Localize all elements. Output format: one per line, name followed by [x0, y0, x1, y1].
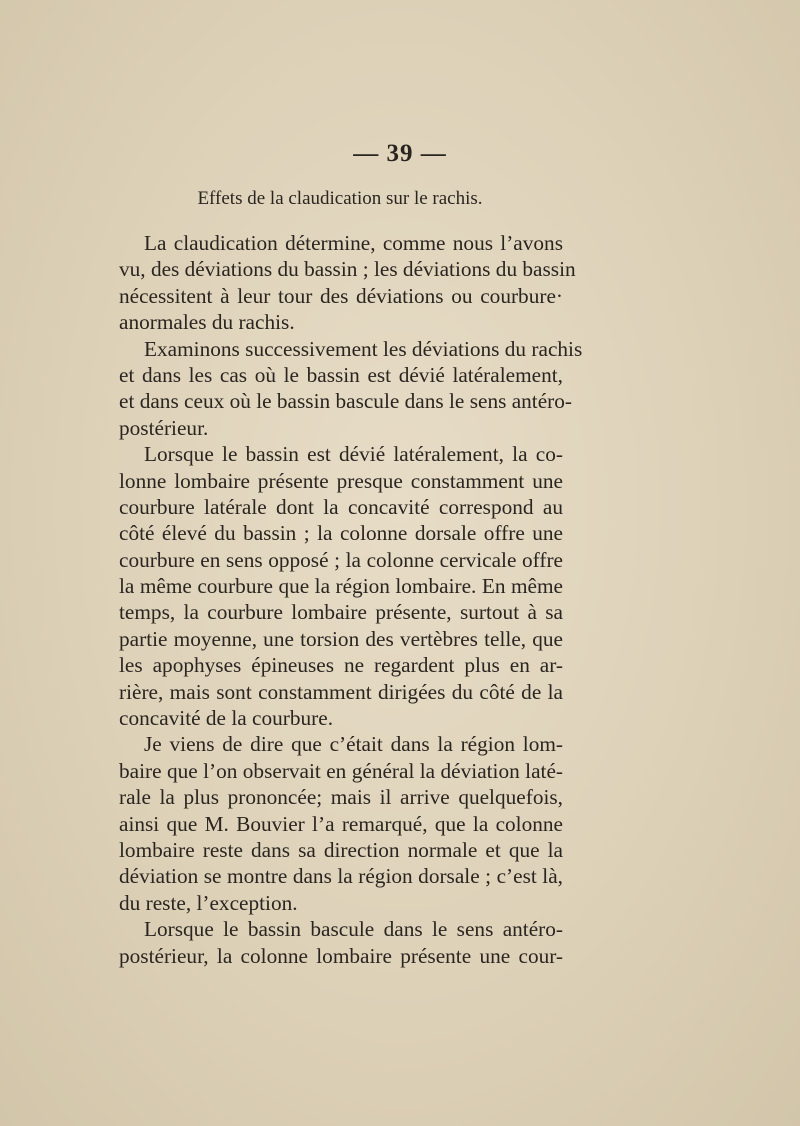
text-line: et dans les cas où le bassin est dévié latéralement,: [119, 362, 563, 387]
text-line: la même courbure que la région lombaire. En même: [119, 574, 563, 599]
body-text: [119, 230, 583, 969]
text-line: courbure latérale dont la concavité correspond au: [119, 494, 563, 519]
text-line: ainsi que M. Bouvier l’a remarqué, que la colonne: [119, 811, 563, 836]
text-line: La claudication détermine, comme nous l’avons: [144, 231, 563, 255]
text-line: anormales du rachis.: [119, 310, 295, 335]
text-line: courbure en sens opposé ; la colonne cervicale offre: [119, 547, 563, 572]
text-line: déviation se montre dans la région dorsale ; c’est là,: [119, 864, 563, 889]
text-line: concavité de la courbure.: [119, 706, 334, 731]
text-line: Lorsque le bassin bascule dans le sens antéro-: [144, 917, 563, 942]
text-line: baire que l’on observait en général la déviation laté-: [119, 758, 563, 783]
section-title-text: Effets de la claudication sur le rachis.: [197, 188, 483, 209]
text-line: postérieur.: [119, 415, 209, 440]
text-line: Je viens de dire que c’était dans la région lom-: [144, 732, 563, 757]
text-line: et dans ceux où le bassin bascule dans le sens antéro-: [119, 389, 573, 414]
text-line: les apophyses épineuses ne regardent plus en ar-: [119, 653, 563, 678]
text-line: postérieur, la colonne lombaire présente une cour-: [119, 943, 563, 968]
text-line: du reste, l’exception.: [119, 890, 298, 915]
text-line: lonne lombaire présente presque constamment une: [119, 468, 563, 493]
text-line: nécessitent à leur tour des déviations ou courbure·: [119, 283, 563, 308]
text-line: Lorsque le bassin est dévié latéralement, la co-: [144, 442, 563, 467]
text-line: côté élevé du bassin ; la colonne dorsale offre une: [119, 521, 563, 546]
text-line: vu, des déviations du bassin ; les déviations du bassin: [119, 257, 576, 282]
section-title: [0, 188, 680, 210]
text-line: Examinons successivement les déviations du rachis: [144, 336, 583, 361]
text-line: partie moyenne, une torsion des vertèbres telle, que: [119, 626, 563, 651]
text-line: lombaire reste dans sa direction normale et que la: [119, 837, 563, 862]
text-line: temps, la courbure lombaire présente, surtout à sa: [119, 600, 563, 625]
page-number: — 39 —: [353, 140, 447, 167]
text-line: rale la plus prononcée; mais il arrive quelquefois,: [119, 785, 563, 810]
text-line: rière, mais sont constamment dirigées du côté de la: [119, 679, 563, 704]
